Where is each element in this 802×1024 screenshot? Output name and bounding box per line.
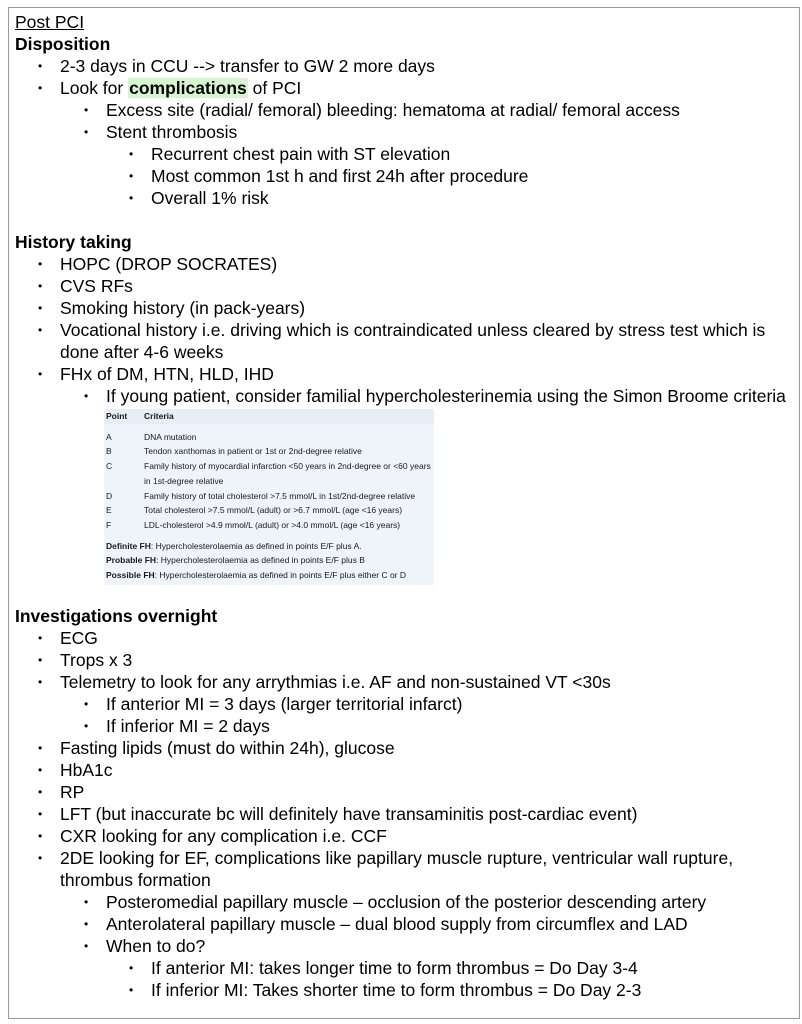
fh-definition: Probable FH: Hypercholesterolaemia as defined in points E/F plus B: [106, 555, 365, 566]
list-item: • Telemetry to look for any arrythmias i.e. AF and non-sustained VT <30s: [15, 671, 790, 693]
list-item: • Look for complications of PCI: [15, 77, 790, 99]
highlighted-text: complications: [129, 78, 247, 98]
list-item: • Recurrent chest pain with ST elevation: [15, 143, 790, 165]
table-row: B Tendon xanthomas in patient or 1st or 2nd-degree relative: [106, 446, 362, 457]
table-row: F LDL-cholesterol >4.9 mmol/L (adult) or >4.0 mmol/L (age <16 years): [106, 519, 401, 530]
section-heading-history: History taking: [15, 232, 132, 252]
list-item: • RP: [15, 781, 790, 803]
list-item: • If anterior MI: takes longer time to form thrombus = Do Day 3-4: [15, 957, 790, 979]
list-item: • Most common 1st h and first 24h after procedure: [15, 165, 790, 187]
table-row: D Family history of total cholesterol >7.5 mmol/L in 1st/2nd-degree relative: [106, 490, 416, 501]
fh-definition: Definite FH: Hypercholesterolaemia as defined in points E/F plus A.: [106, 540, 362, 551]
note-content: [15, 11, 790, 1001]
disposition-list: [15, 55, 790, 209]
section-heading-disposition: Disposition: [15, 34, 111, 54]
list-item: • FHx of DM, HTN, HLD, IHD: [15, 363, 790, 385]
list-item: • HOPC (DROP SOCRATES): [15, 253, 790, 275]
fh-definition: Possible FH: Hypercholesterolaemia as defined in points E/F plus either C or D: [106, 570, 406, 581]
list-item: • 2-3 days in CCU --> transfer to GW 2 more days: [15, 55, 790, 77]
list-item: • LFT (but inaccurate bc will definitely have transaminitis post-cardiac event): [15, 803, 790, 825]
list-item: • If inferior MI: Takes shorter time to form thrombus = Do Day 2-3: [15, 979, 790, 1001]
list-item: • When to do?: [15, 935, 790, 957]
list-item: • 2DE looking for EF, complications like papillary muscle rupture, ventricular wall rupture, thrombus formation: [15, 847, 790, 891]
table-header: Point Criteria: [104, 409, 434, 424]
simon-broome-table-image: [104, 409, 434, 585]
list-item: • Smoking history (in pack-years): [15, 297, 790, 319]
list-item: • CXR looking for any complication i.e. CCF: [15, 825, 790, 847]
section-heading-investigations: Investigations overnight: [15, 605, 218, 626]
list-item: • ECG: [15, 627, 790, 649]
table-row: A DNA mutation: [106, 431, 197, 442]
table-row: E Total cholesterol >7.5 mmol/L (adult) or >6.7 mmol/L (age <16 years): [106, 505, 403, 516]
list-item: • Excess site (radial/ femoral) bleeding: hematoma at radial/ femoral access: [15, 99, 790, 121]
list-item: • Fasting lipids (must do within 24h), glucose: [15, 737, 790, 759]
list-item: • If inferior MI = 2 days: [15, 715, 790, 737]
history-list: [15, 253, 790, 407]
table-row: C Family history of myocardial infarction <50 years in 2nd-degree or <60 years in 1st-degree relative: [106, 461, 431, 486]
list-item: • CVS RFs: [15, 275, 790, 297]
list-item: • HbA1c: [15, 759, 790, 781]
page-title: Post PCI: [15, 12, 85, 32]
list-item: • Overall 1% risk: [15, 187, 790, 209]
investigations-list: [15, 627, 790, 1001]
list-item: • If young patient, consider familial hypercholesterinemia using the Simon Broome criteria: [15, 385, 790, 407]
list-item: • Posteromedial papillary muscle – occlusion of the posterior descending artery: [15, 891, 790, 913]
list-item: • Anterolateral papillary muscle – dual blood supply from circumflex and LAD: [15, 913, 790, 935]
list-item: • Vocational history i.e. driving which is contraindicated unless cleared by stress test which is done after 4-6 weeks: [15, 319, 790, 363]
list-item: • Trops x 3: [15, 649, 790, 671]
list-item: • If anterior MI = 3 days (larger territorial infarct): [15, 693, 790, 715]
list-item: • Stent thrombosis: [15, 121, 790, 143]
